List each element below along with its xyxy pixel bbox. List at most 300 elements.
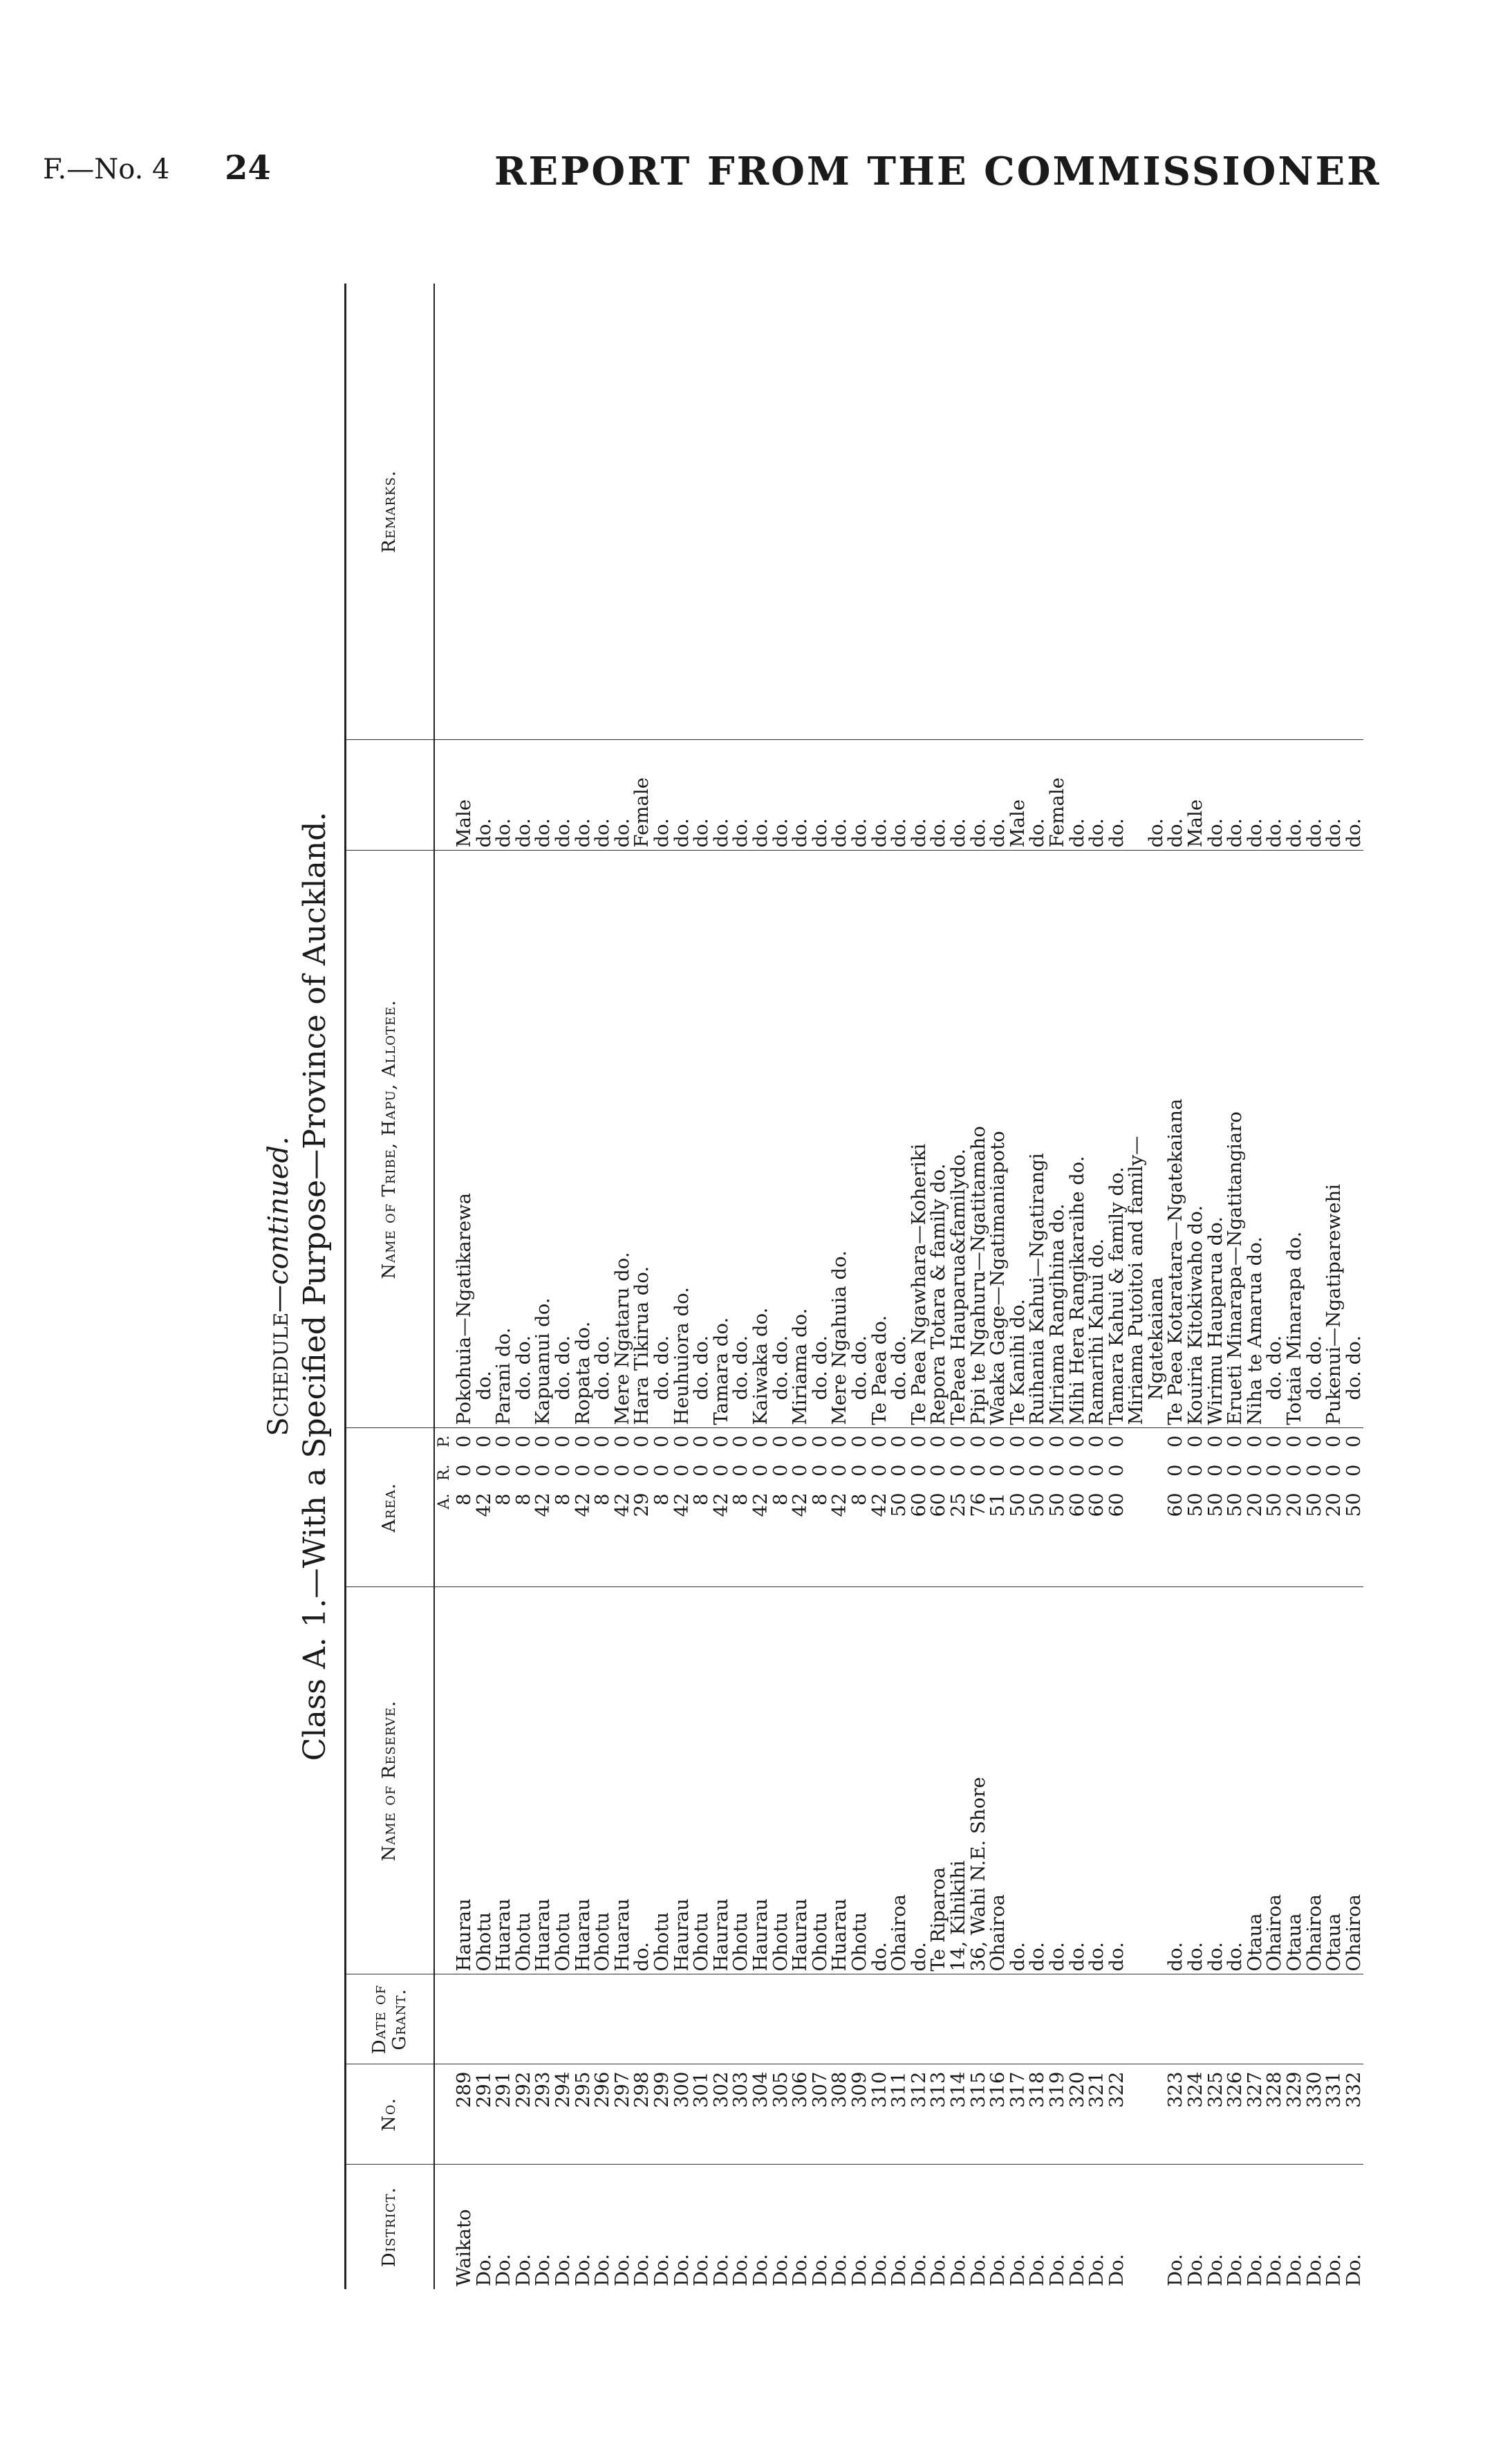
grant-date (672, 1974, 692, 2064)
schedule-caption (263, 284, 295, 2289)
area-unit-r: R. (435, 1464, 453, 1481)
district-cell: Do. (472, 2254, 495, 2286)
table-row (514, 284, 534, 2289)
table-row (790, 284, 810, 2289)
area-p: 0 (848, 1435, 870, 1447)
grant-date (592, 1974, 613, 2064)
district-cell: Do. (1085, 2254, 1108, 2286)
allotee-name: do. do. (652, 851, 672, 1428)
area-p: 0 (690, 1435, 713, 1447)
area-cell (1206, 1428, 1226, 1587)
table-row (691, 284, 711, 2289)
empty-cell (434, 284, 455, 740)
area-p: 0 (1243, 1435, 1266, 1447)
reserve-name: do. (1027, 1587, 1047, 1974)
area-cell (1166, 1428, 1186, 1587)
district-cell: Do. (808, 2254, 831, 2286)
area-r: 0 (472, 1464, 495, 1477)
sex: do. (1206, 740, 1226, 851)
area-r: 0 (946, 1464, 969, 1477)
district-cell: Do. (670, 2254, 693, 2286)
sex: do. (613, 740, 633, 851)
area-r: 0 (1283, 1464, 1306, 1477)
allotee-name: Parani do. (494, 851, 514, 1428)
area-r: 0 (1085, 1464, 1108, 1477)
area-a: 50 (1045, 1492, 1068, 1517)
allotee-name: do. do. (889, 851, 909, 1428)
reserve-name: do. (1225, 1587, 1245, 1974)
grant-date (771, 1974, 791, 2064)
grant-number: 299 (652, 2064, 672, 2165)
district-cell: Do. (591, 2254, 614, 2286)
grant-number: 328 (1264, 2064, 1285, 2165)
allotee-name: Ropata do. (573, 851, 593, 1428)
area-a: 8 (690, 1493, 713, 1506)
area-a: 20 (1243, 1492, 1266, 1517)
grant-number: 323 (1166, 2064, 1186, 2165)
allotee-name: Tamara Kahui & family do. (1107, 851, 1127, 1428)
remarks (494, 284, 514, 740)
district-cell: Do. (1045, 2254, 1068, 2286)
area-cell (592, 1428, 613, 1587)
remarks (810, 284, 830, 740)
district-cell: Do. (1006, 2254, 1029, 2286)
area-a: 50 (1303, 1492, 1325, 1517)
area-a: 50 (1342, 1492, 1365, 1517)
district-cell: Do. (769, 2254, 792, 2286)
reserve-name: do. (1087, 1587, 1107, 1974)
reserve-name: Haurau (790, 1587, 810, 1974)
area-cell (573, 1428, 593, 1587)
table-row (1344, 284, 1364, 2289)
remarks (928, 284, 949, 740)
area-a: 60 (907, 1492, 930, 1517)
grant-number: 315 (969, 2064, 989, 2165)
grant-number: 329 (1285, 2064, 1305, 2165)
area-r: 0 (1342, 1464, 1365, 1477)
grant-number: 330 (1305, 2064, 1325, 2165)
grant-date (1245, 1974, 1265, 2064)
area-p: 0 (1006, 1435, 1029, 1447)
area-cell (870, 1428, 890, 1587)
remarks (1067, 284, 1088, 740)
area-a: 50 (1204, 1492, 1226, 1517)
remarks (949, 284, 969, 740)
reserve-name: Otaua (1285, 1587, 1305, 1974)
area-a: 29 (631, 1492, 653, 1517)
sex: do. (830, 740, 850, 851)
grant-number: 291 (474, 2064, 494, 2165)
table-row (969, 284, 989, 2289)
remarks (1206, 284, 1226, 740)
allotee-name: Miriama Rangihina do. (1047, 851, 1067, 1428)
area-a: 42 (709, 1492, 732, 1517)
reserve-name: Ohotu (592, 1587, 613, 1974)
allotee-name: do. do. (592, 851, 613, 1428)
grant-number: 297 (613, 2064, 633, 2165)
allotee-name: Pukenui—Ngatiparewehi (1324, 851, 1344, 1428)
grant-date (454, 1974, 474, 2064)
empty-cell (434, 740, 455, 851)
sex: do. (949, 740, 969, 851)
grant-number: 325 (1206, 2064, 1226, 2165)
document-reference: F.—No. 4 (43, 154, 170, 185)
remarks (592, 284, 613, 740)
reserve-name: do. (1047, 1587, 1067, 1974)
district-cell: Do. (946, 2254, 969, 2286)
grant-number: 326 (1225, 2064, 1245, 2165)
allotee-name: Kouiria Kitokiwaho do. (1186, 851, 1206, 1428)
grant-date (1305, 1974, 1325, 2064)
sex: Female (632, 740, 652, 851)
table-row (1305, 284, 1325, 2289)
table-row (771, 284, 791, 2289)
remarks (751, 284, 771, 740)
remarks (533, 284, 553, 740)
empty-cell (1126, 1587, 1146, 1974)
grant-number: 322 (1107, 2064, 1127, 2165)
area-cell (731, 1428, 751, 1587)
area-a: 42 (670, 1492, 693, 1517)
area-r: 0 (1204, 1464, 1226, 1477)
reserve-name: do. (1206, 1587, 1226, 1974)
reserve-name: Otaua (1324, 1587, 1344, 1974)
allotee-name: do. (474, 851, 494, 1428)
reserve-name: do. (1067, 1587, 1088, 1974)
area-a: 42 (749, 1492, 772, 1517)
area-a: 60 (1065, 1492, 1088, 1517)
area-cell (988, 1428, 1008, 1587)
area-p: 0 (492, 1435, 515, 1447)
table-row (632, 284, 652, 2289)
area-cell (751, 1428, 771, 1587)
area-a: 60 (1164, 1492, 1187, 1517)
area-a: 60 (927, 1492, 950, 1517)
remarks (454, 284, 474, 740)
district-cell: Do. (1323, 2254, 1345, 2286)
area-a: 50 (1224, 1492, 1247, 1517)
sex: do. (533, 740, 553, 851)
allotee-name: Pipi te Ngahuru—Ngatitamaho (969, 851, 989, 1428)
sex: do. (1087, 740, 1107, 851)
sex: do. (553, 740, 573, 851)
grant-number: 303 (731, 2064, 751, 2165)
grant-date (830, 1974, 850, 2064)
area-r: 0 (1243, 1464, 1266, 1477)
grant-date (969, 1974, 989, 2064)
sex: do. (1225, 740, 1245, 851)
area-cell (889, 1428, 909, 1587)
allotee-name: Tamara do. (711, 851, 731, 1428)
area-p: 0 (789, 1435, 812, 1447)
sex: do. (1344, 740, 1364, 851)
remarks (672, 284, 692, 740)
district-cell: Do. (1243, 2254, 1266, 2286)
area-a: 42 (532, 1492, 554, 1517)
grant-number: 317 (1008, 2064, 1028, 2165)
col-district: District. (346, 2165, 434, 2289)
area-a: 42 (828, 1492, 851, 1517)
remarks (711, 284, 731, 740)
area-cell (1027, 1428, 1047, 1587)
area-p: 0 (610, 1435, 633, 1447)
allotee-name: do. do. (850, 851, 870, 1428)
col-date: Date of Grant. (346, 1974, 434, 2064)
area-r: 0 (492, 1464, 515, 1477)
table-row (652, 284, 672, 2289)
sex: do. (810, 740, 830, 851)
area-p: 0 (946, 1435, 969, 1447)
remarks (652, 284, 672, 740)
grant-date (909, 1974, 929, 2064)
grant-number: 306 (790, 2064, 810, 2165)
allotee-name: Kapuanui do. (533, 851, 553, 1428)
area-cell (652, 1428, 672, 1587)
grant-number: 293 (533, 2064, 553, 2165)
remarks (1186, 284, 1206, 740)
area-p: 0 (927, 1435, 950, 1447)
reserve-name: Ohotu (553, 1587, 573, 1974)
area-r: 0 (888, 1464, 911, 1477)
grant-date (1264, 1974, 1285, 2064)
area-r: 0 (1045, 1464, 1068, 1477)
district-cell: Do. (1026, 2254, 1049, 2286)
area-a: 8 (769, 1493, 792, 1506)
area-a: 8 (591, 1493, 614, 1506)
area-p: 0 (967, 1435, 989, 1447)
grant-date (731, 1974, 751, 2064)
table-row (1166, 284, 1186, 2289)
area-units (434, 1428, 455, 1587)
grant-date (790, 1974, 810, 2064)
area-cell (771, 1428, 791, 1587)
reserve-name: Huarau (533, 1587, 553, 1974)
table-row (573, 284, 593, 2289)
grant-date (1324, 1974, 1344, 2064)
area-a: 76 (967, 1492, 989, 1517)
reserve-name: do. (1107, 1587, 1127, 1974)
allotee-name: Te Paea Ngawhara—Koheriki (909, 851, 929, 1428)
area-cell (553, 1428, 573, 1587)
allotee-name: Te Paea do. (870, 851, 890, 1428)
area-a: 42 (571, 1492, 594, 1517)
table-row (1008, 284, 1028, 2289)
reserve-name: Huarau (830, 1587, 850, 1974)
empty-cell (1146, 2064, 1166, 2165)
grant-number: 324 (1186, 2064, 1206, 2165)
area-cell (909, 1428, 929, 1587)
remarks (514, 284, 534, 740)
grant-number: 332 (1344, 2064, 1364, 2165)
grant-number: 292 (514, 2064, 534, 2165)
area-a: 50 (888, 1492, 911, 1517)
remarks (1264, 284, 1285, 740)
col-sex (346, 740, 434, 851)
table-row (1087, 284, 1107, 2289)
grant-date (1225, 1974, 1245, 2064)
reserve-name: 14, Kihikihi (949, 1587, 969, 1974)
reserve-name: Ohotu (474, 1587, 494, 1974)
area-a: 25 (946, 1492, 969, 1517)
grant-date (928, 1974, 949, 2064)
allotee-name: do. do. (514, 851, 534, 1428)
reserve-name: Ohotu (731, 1587, 751, 1974)
sex: Female (1047, 740, 1067, 851)
table-row (711, 284, 731, 2289)
remarks (731, 284, 751, 740)
grant-number: 314 (949, 2064, 969, 2165)
district-cell: Do. (1184, 2254, 1207, 2286)
area-p: 0 (670, 1435, 693, 1447)
grant-date (1067, 1974, 1088, 2064)
area-r: 0 (610, 1464, 633, 1477)
table-row (751, 284, 771, 2289)
remarks (1008, 284, 1028, 740)
sex: do. (592, 740, 613, 851)
allotee-name: do. do. (771, 851, 791, 1428)
area-cell (1047, 1428, 1067, 1587)
district-cell: Do. (1342, 2254, 1365, 2286)
allotee-name: Mere Ngahuia do. (830, 851, 850, 1428)
reserve-name: Ohotu (514, 1587, 534, 1974)
area-cell (533, 1428, 553, 1587)
area-a: 42 (610, 1492, 633, 1517)
remarks (1344, 284, 1364, 740)
district-cell: Do. (532, 2254, 554, 2286)
grant-date (652, 1974, 672, 2064)
reserve-name: Ohairoa (889, 1587, 909, 1974)
grant-number: 321 (1087, 2064, 1107, 2165)
empty-cell (1146, 2165, 1166, 2289)
area-p: 0 (651, 1435, 673, 1447)
area-p: 0 (512, 1435, 534, 1447)
area-r: 0 (631, 1464, 653, 1477)
empty-cell (1146, 1974, 1166, 2064)
col-area: Area. (346, 1428, 434, 1587)
area-p: 0 (1204, 1435, 1226, 1447)
remarks (1027, 284, 1047, 740)
allotee-name: Te Kanihi do. (1008, 851, 1028, 1428)
remarks (830, 284, 850, 740)
area-r: 0 (1026, 1464, 1049, 1477)
remarks (771, 284, 791, 740)
district-cell: Do. (1303, 2254, 1325, 2286)
grant-number: 319 (1047, 2064, 1067, 2165)
sex: do. (731, 740, 751, 851)
empty-cell (1146, 1428, 1166, 1587)
remarks (573, 284, 593, 740)
empty-cell (1126, 2064, 1146, 2165)
area-cell (691, 1428, 711, 1587)
grant-date (533, 1974, 553, 2064)
area-p: 0 (1105, 1435, 1128, 1447)
allotee-name: do. do. (553, 851, 573, 1428)
allotee-name: Mere Ngataru do. (613, 851, 633, 1428)
district-cell: Do. (729, 2254, 752, 2286)
area-p: 0 (1164, 1435, 1187, 1447)
district-cell: Do. (1204, 2254, 1226, 2286)
sex: do. (514, 740, 534, 851)
allotee-name: Erueti Minarapa—Ngatitangiaro (1225, 851, 1245, 1428)
area-p: 0 (1342, 1435, 1365, 1447)
grant-number: 289 (454, 2064, 474, 2165)
area-cell (474, 1428, 494, 1587)
reserve-name: Ohairoa (1344, 1587, 1364, 1974)
area-r: 0 (591, 1464, 614, 1477)
area-p: 0 (769, 1435, 792, 1447)
reserve-name: do. (909, 1587, 929, 1974)
district-cell: Do. (888, 2254, 911, 2286)
area-p: 0 (729, 1435, 752, 1447)
district-cell: Do. (690, 2254, 713, 2286)
district-cell: Do. (610, 2254, 633, 2286)
allotee-name: Heuhuiora do. (672, 851, 692, 1428)
grant-date (949, 1974, 969, 2064)
area-a: 50 (1026, 1492, 1049, 1517)
area-a: 50 (1006, 1492, 1029, 1517)
grant-number: 327 (1245, 2064, 1265, 2165)
remarks (691, 284, 711, 740)
sex: do. (889, 740, 909, 851)
table-row (613, 284, 633, 2289)
grant-number: 308 (830, 2064, 850, 2165)
grant-date (1087, 1974, 1107, 2064)
area-p: 0 (1045, 1435, 1068, 1447)
sex: do. (988, 740, 1008, 851)
grant-number: 313 (928, 2064, 949, 2165)
area-a: 50 (1184, 1492, 1207, 1517)
area-a: 8 (808, 1493, 831, 1506)
grant-date (1027, 1974, 1047, 2064)
remarks (790, 284, 810, 740)
remarks (632, 284, 652, 740)
table-row (988, 284, 1008, 2289)
allotee-name: Totaia Minarapa do. (1285, 851, 1305, 1428)
reserve-name: Haurau (672, 1587, 692, 1974)
allotee-name: do. do. (691, 851, 711, 1428)
district-cell: Do. (1164, 2254, 1187, 2286)
grant-number: 331 (1324, 2064, 1344, 2165)
grant-number: 320 (1067, 2064, 1088, 2165)
grant-date (514, 1974, 534, 2064)
empty-cell (1126, 1974, 1146, 2064)
area-r: 0 (987, 1464, 1009, 1477)
area-p: 0 (1085, 1435, 1108, 1447)
col-name: Name of Tribe, Hapu, Allotee. (346, 851, 434, 1428)
district-cell: Do. (749, 2254, 772, 2286)
grant-date (613, 1974, 633, 2064)
area-a: 20 (1283, 1492, 1306, 1517)
area-units-row (434, 284, 455, 2289)
sex: do. (928, 740, 949, 851)
area-r: 0 (709, 1464, 732, 1477)
area-r: 0 (848, 1464, 870, 1477)
reserve-name: Huarau (613, 1587, 633, 1974)
area-cell (1225, 1428, 1245, 1587)
reserve-name: Otaua (1245, 1587, 1265, 1974)
table-header (346, 284, 434, 2289)
grant-number: 307 (810, 2064, 830, 2165)
area-cell (494, 1428, 514, 1587)
sex: do. (1146, 740, 1166, 851)
continuation-row (1146, 284, 1166, 2289)
area-p: 0 (1026, 1435, 1049, 1447)
sex: do. (751, 740, 771, 851)
area-r: 0 (769, 1464, 792, 1477)
remarks (969, 284, 989, 740)
area-r: 0 (571, 1464, 594, 1477)
remarks (1305, 284, 1325, 740)
